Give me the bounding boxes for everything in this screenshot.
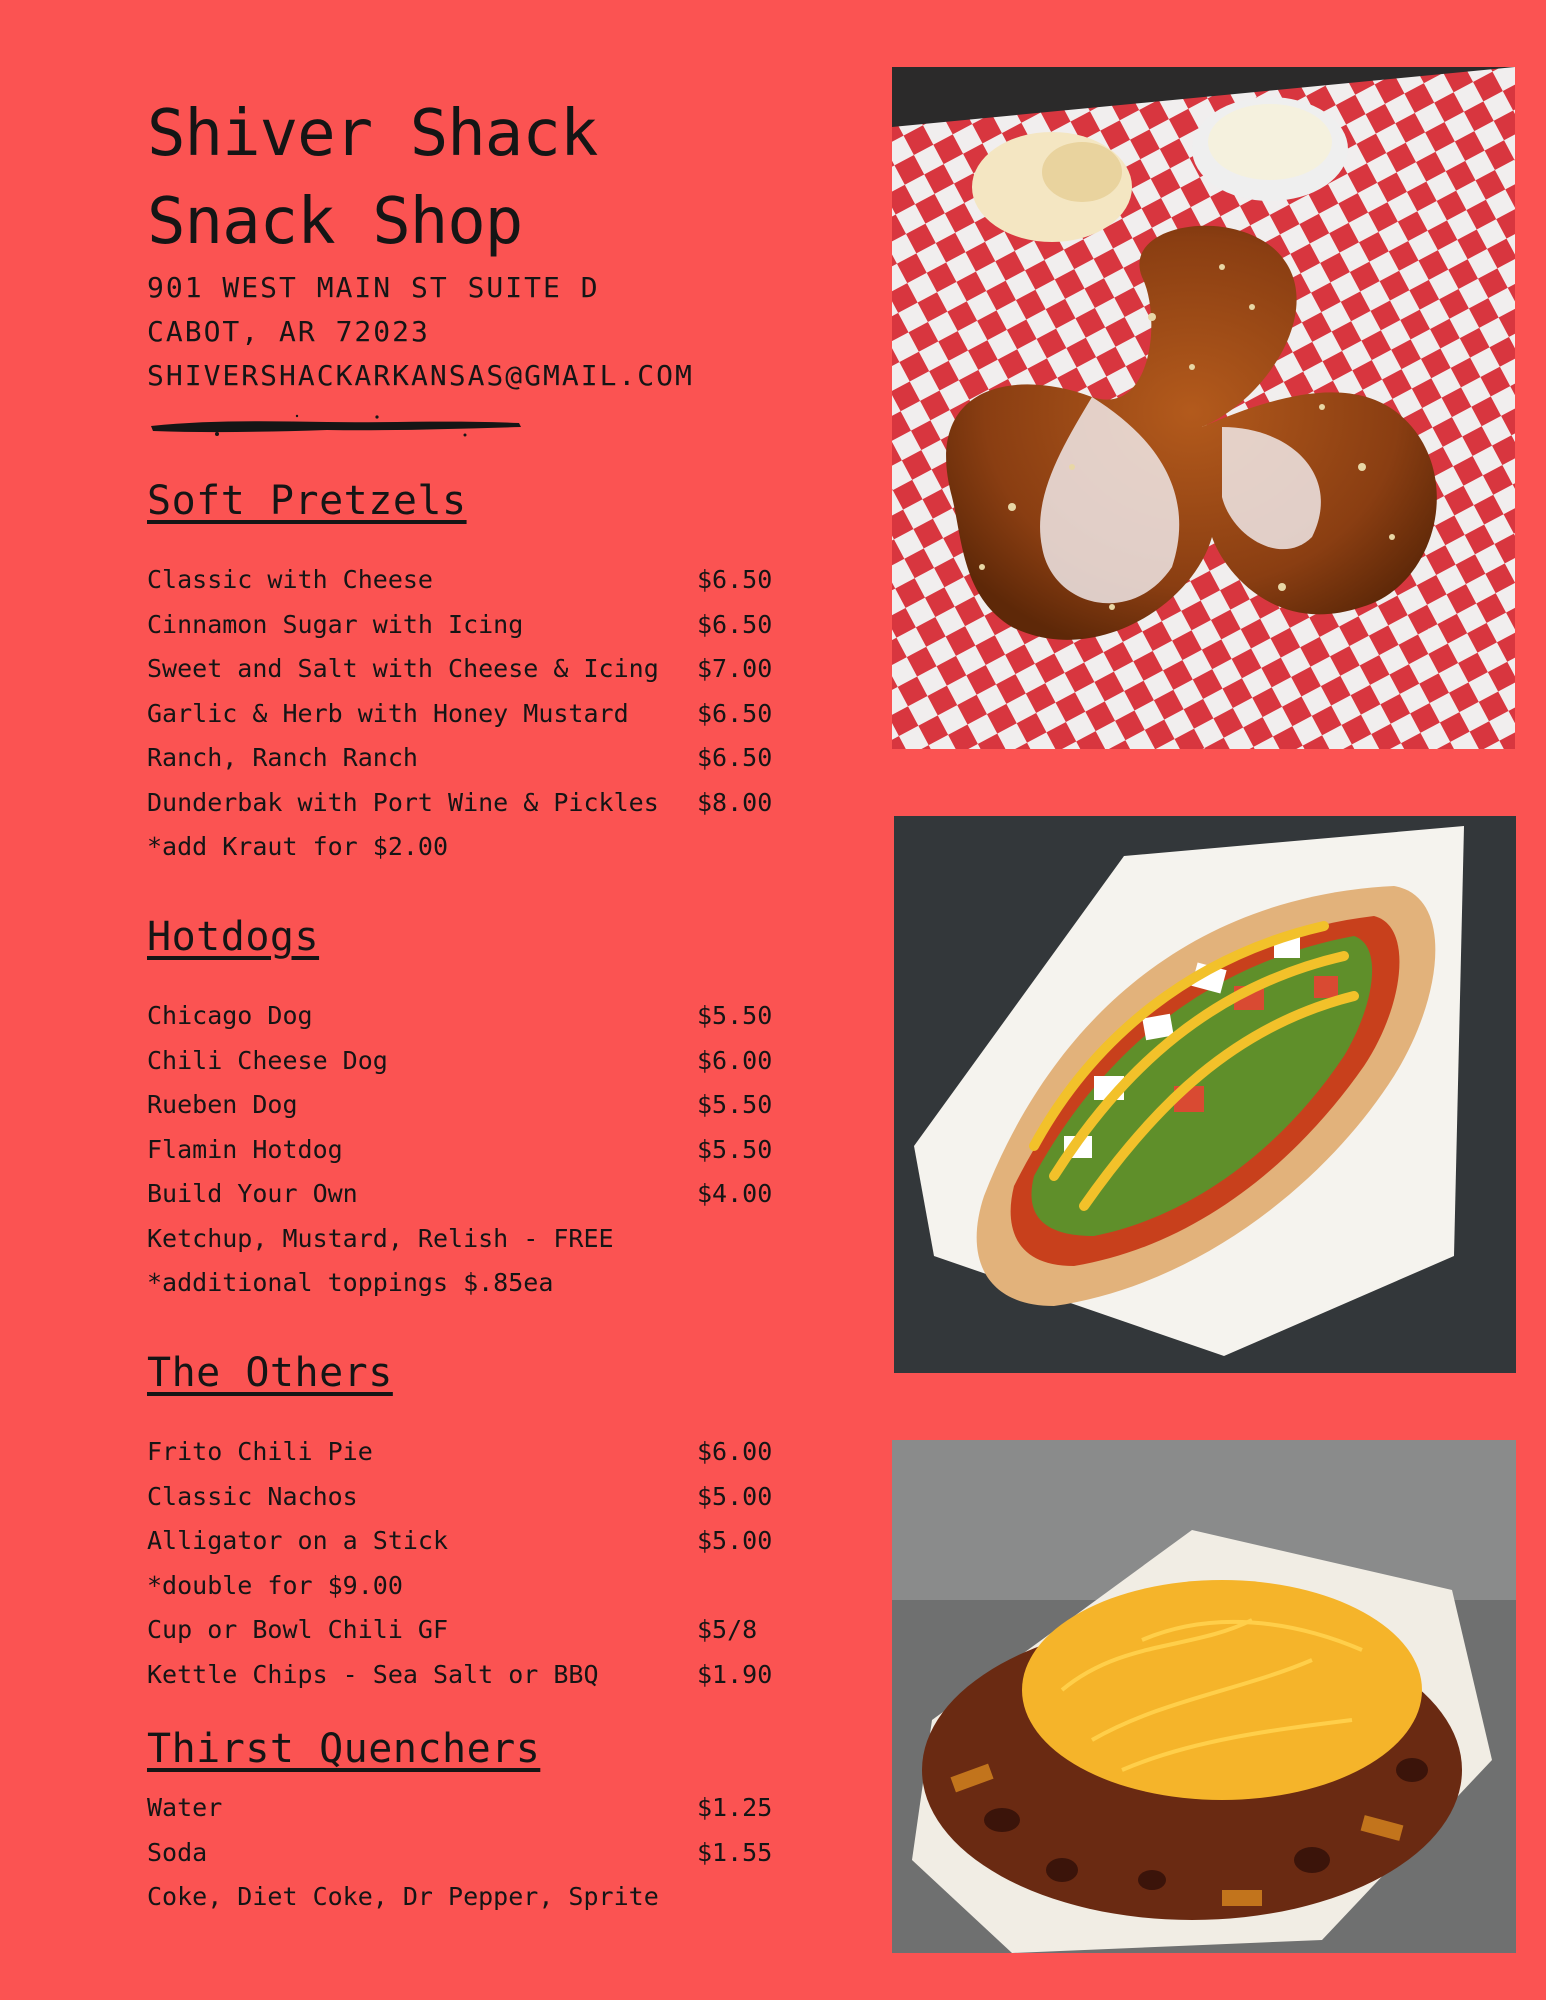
item-price: $1.90 xyxy=(697,1659,773,1689)
item-name: Alligator on a Stick xyxy=(147,1526,449,1555)
item-name: Build Your Own xyxy=(147,1179,358,1208)
menu-item xyxy=(147,1172,787,1217)
item-price: $5.50 xyxy=(697,1001,773,1030)
item-name: Rueben Dog xyxy=(147,1090,298,1119)
menu-item xyxy=(147,1653,787,1698)
menu-item xyxy=(147,1831,787,1876)
menu-item xyxy=(147,1083,787,1128)
brush-stroke-divider xyxy=(147,412,527,438)
item-name: Water xyxy=(147,1793,223,1822)
menu-item xyxy=(147,994,787,1039)
item-price: $5.00 xyxy=(697,1481,773,1511)
menu-item xyxy=(147,1786,787,1831)
section-thirst-quenchers xyxy=(147,1726,787,1920)
item-name: Cup or Bowl Chili GF xyxy=(147,1615,449,1644)
item-price: $5.00 xyxy=(697,1526,773,1555)
item-price: $5.50 xyxy=(697,1134,773,1164)
hotdog-photo xyxy=(894,816,1516,1373)
menu-item xyxy=(147,1039,787,1084)
menu-item xyxy=(147,1519,787,1564)
menu-item xyxy=(147,736,787,781)
item-name: Classic Nachos xyxy=(147,1481,358,1511)
menu-item xyxy=(147,558,787,603)
menu-item xyxy=(147,647,787,692)
item-name: Frito Chili Pie xyxy=(147,1437,373,1466)
item-price: $6.50 xyxy=(697,609,773,639)
menu-item xyxy=(147,603,787,648)
item-price: $6.00 xyxy=(697,1437,773,1466)
item-price: $1.25 xyxy=(697,1793,773,1822)
section-title-the-others: The Others xyxy=(147,1350,393,1396)
item-price: $4.00 xyxy=(697,1179,773,1208)
menu-note: Ketchup, Mustard, Relish - FREE xyxy=(147,1223,614,1253)
item-name: Cinnamon Sugar with Icing xyxy=(147,609,524,639)
item-name: Dunderbak with Port Wine & Pickles xyxy=(147,787,659,817)
item-price: $6.50 xyxy=(697,743,773,772)
header xyxy=(147,90,787,438)
item-price: $5/8 xyxy=(697,1615,758,1644)
item-price: $6.00 xyxy=(697,1045,773,1075)
menu-item xyxy=(147,781,787,826)
menu-note: Coke, Diet Coke, Dr Pepper, Sprite xyxy=(147,1882,659,1911)
section-title-soft-pretzels: Soft Pretzels xyxy=(147,478,467,524)
item-price: $7.00 xyxy=(697,654,773,683)
menu-item xyxy=(147,692,787,737)
item-price: $1.55 xyxy=(697,1837,773,1867)
item-price: $6.50 xyxy=(697,565,773,594)
item-name: Flamin Hotdog xyxy=(147,1134,343,1164)
item-name: Sweet and Salt with Cheese & Icing xyxy=(147,654,659,683)
item-name: Chili Cheese Dog xyxy=(147,1045,388,1075)
shop-title xyxy=(147,90,787,266)
section-title-hotdogs: Hotdogs xyxy=(147,914,320,960)
item-price: $5.50 xyxy=(697,1090,773,1119)
section-soft-pretzels xyxy=(147,478,787,870)
address-city: CABOT, AR 72023 xyxy=(147,315,430,348)
item-price: $8.00 xyxy=(697,787,773,817)
menu-note: *double for $9.00 xyxy=(147,1570,403,1600)
chili-pie-photo xyxy=(892,1440,1516,1953)
item-name: Garlic & Herb with Honey Mustard xyxy=(147,698,629,728)
menu-note: *add Kraut for $2.00 xyxy=(147,832,449,861)
item-name: Kettle Chips - Sea Salt or BBQ xyxy=(147,1659,599,1689)
section-hotdogs xyxy=(147,914,787,1306)
section-the-others xyxy=(147,1350,787,1697)
menu-item xyxy=(147,1128,787,1173)
title-line-1: Shiver Shack xyxy=(147,97,598,171)
item-name: Soda xyxy=(147,1837,208,1867)
title-line-2: Snack Shop xyxy=(147,185,523,259)
pretzel-photo xyxy=(892,67,1515,749)
menu-item xyxy=(147,1430,787,1475)
item-name: Classic with Cheese xyxy=(147,565,433,594)
address-block xyxy=(147,266,787,398)
item-price: $6.50 xyxy=(697,698,773,728)
menu-item xyxy=(147,1608,787,1653)
address-street: 901 WEST MAIN ST SUITE D xyxy=(147,271,600,304)
item-name: Chicago Dog xyxy=(147,1001,313,1030)
menu-note: *additional toppings $.85ea xyxy=(147,1268,554,1297)
menu-item xyxy=(147,1475,787,1520)
section-title-thirst-quenchers: Thirst Quenchers xyxy=(147,1726,541,1772)
item-name: Ranch, Ranch Ranch xyxy=(147,743,418,772)
email-address: SHIVERSHACKARKANSAS@GMAIL.COM xyxy=(147,359,694,392)
